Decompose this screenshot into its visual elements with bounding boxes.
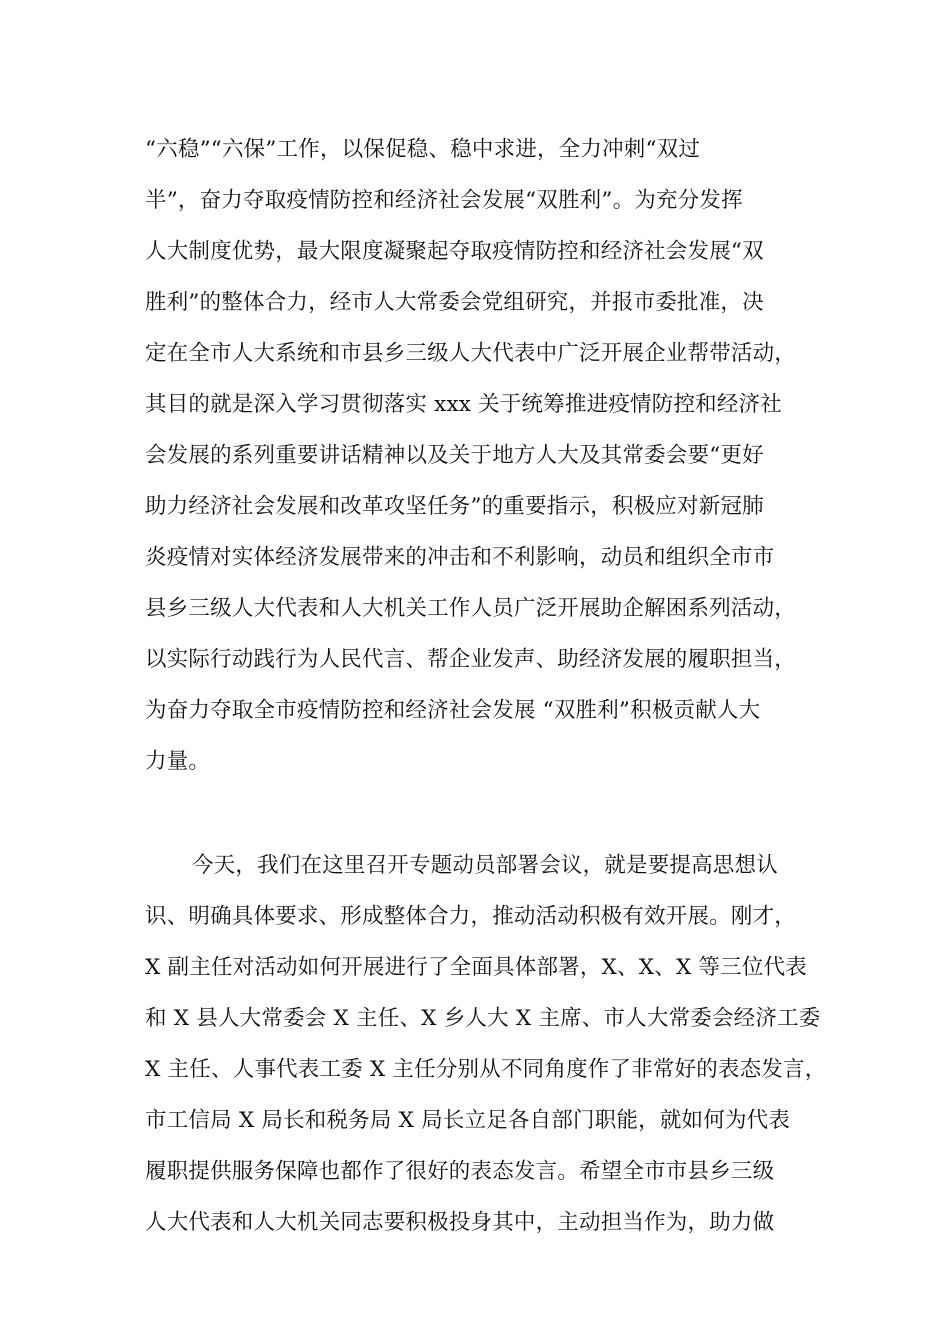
paragraph-1-line-9: 炎疫情对实体经济发展带来的冲击和不利影响，动员和组织全市市 [145,545,775,570]
paragraph-1-line-1: “六稳”“六保”工作，以保促稳、稳中求进，全力冲刺“双过 [145,137,701,162]
paragraph-2-line-2: 识、明确具体要求、形成整体合力，推动活动积极有效开展。刚才， [145,904,797,929]
paragraph-1-line-2: 半”，奋力夺取疫情防控和经济社会发展“双胜利”。为充分发挥 [145,188,743,213]
paragraph-1-line-4: 胜利”的整体合力，经市人大常委会党组研究，并报市委批准，决 [145,290,764,315]
paragraph-1-line-3: 人大制度优势，最大限度凝聚起夺取疫情防控和经济社会发展“双 [145,239,764,264]
paragraph-1-line-8: 助力经济社会发展和改革攻坚任务”的重要指示，积极应对新冠肺 [145,494,764,519]
paragraph-2-line-4: 和 X 县人大常委会 X 主任、X 乡人大 X 主席、市人大常委会经济工委 [145,1006,821,1031]
paragraph-1-line-13: 力量。 [145,749,211,774]
paragraph-2-line-8: 人大代表和人大机关同志要积极投身其中，主动担当作为，助力做 [145,1210,775,1235]
paragraph-1-line-12: 为奋力夺取全市疫情防控和经济社会发展 “双胜利”积极贡献人大 [145,698,761,723]
paragraph-1-line-5: 定在全市人大系统和市县乡三级人大代表中广泛开展企业帮带活动， [145,341,797,366]
paragraph-2-line-3: X 副主任对活动如何开展进行了全面具体部署，X、X、X 等三位代表 [145,955,807,980]
paragraph-1-line-7: 会发展的系列重要讲话精神以及关于地方人大及其常委会要“更好 [145,443,764,468]
paragraph-2-line-1: 今天，我们在这里召开专题动员部署会议，就是要提高思想认 [192,853,778,878]
paragraph-1-line-6: 其目的就是深入学习贯彻落实 xxx 关于统筹推进疫情防控和经济社 [145,392,782,417]
paragraph-2-line-7: 履职提供服务保障也都作了很好的表态发言。希望全市市县乡三级 [145,1159,775,1184]
paragraph-2-line-6: 市工信局 X 局长和税务局 X 局长立足各自部门职能，就如何为代表 [145,1108,791,1133]
paragraph-2-line-5: X 主任、人事代表工委 X 主任分别从不同角度作了非常好的表态发言， [145,1057,827,1082]
paragraph-1-line-11: 以实际行动践行为人民代言、帮企业发声、助经济发展的履职担当， [145,647,797,672]
paragraph-1-line-10: 县乡三级人大代表和人大机关工作人员广泛开展助企解困系列活动， [145,596,797,621]
